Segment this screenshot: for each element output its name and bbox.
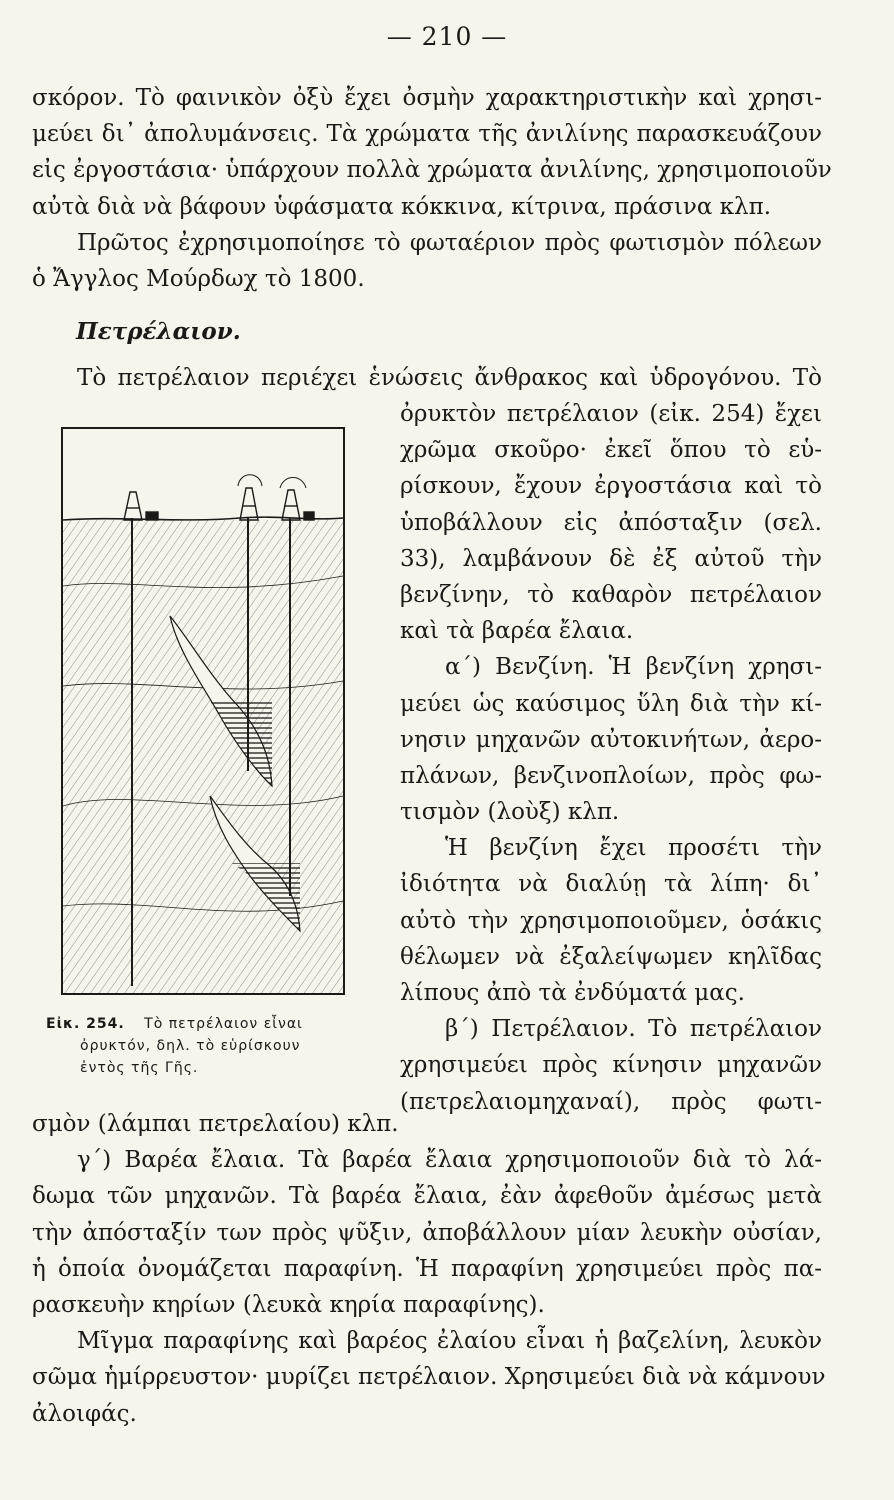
- derrick-left: [124, 492, 158, 520]
- page-number: — 210 —: [386, 22, 508, 51]
- earth-strata: [63, 520, 343, 993]
- section-heading: Πετρέλαιον.: [76, 318, 241, 345]
- text-line: πλάνων, βενζινοπλοίων, πρὸς φω-: [400, 762, 822, 789]
- text-line: αὐτὰ διὰ νὰ βάφουν ὑφάσματα κόκκινα, κίτρινα, πράσινα κλπ.: [32, 193, 772, 220]
- caption-text: ἐντὸς τῆς Γῆς.: [80, 1060, 199, 1076]
- text-line: β΄) Πετρέλαιον. Τὸ πετρέλαιον: [445, 1016, 822, 1043]
- text-line: Ἡ βενζίνη ἔχει προσέτι τὴν: [445, 835, 822, 862]
- intro-paragraph: [32, 360, 822, 396]
- top-paragraphs: [32, 80, 832, 297]
- right-column-text: [400, 396, 822, 1120]
- text-line: Μῖγμα παραφίνης καὶ βαρέος ἐλαίου εἶναι ἡ βαζελίνη, λευκὸν: [77, 1328, 822, 1355]
- figure-caption: [46, 1013, 386, 1079]
- text-line: βενζίνην, τὸ καθαρὸν πετρέλαιον: [400, 581, 822, 608]
- text-line: ὀρυκτὸν πετρέλαιον (εἰκ. 254) ἔχει: [400, 401, 822, 427]
- text-line: σῶμα ἡμίρρευστον· μυρίζει πετρέλαιον. Χρησιμεύει διὰ νὰ κάμνουν: [32, 1364, 826, 1391]
- caption-label: Εἰκ. 254.: [46, 1016, 125, 1032]
- text-line: μεύει ὡς καύσιμος ὕλη διὰ τὴν κί-: [400, 690, 822, 717]
- text-line: ἰδιότητα νὰ διαλύῃ τὰ λίπη· δι᾿: [400, 871, 822, 898]
- text-line: τισμὸν (λοὺξ) κλπ.: [400, 799, 620, 826]
- text-line: α΄) Βενζίνη. Ἡ βενζίνη χρησι-: [445, 654, 822, 681]
- text-line: λίπους ἀπὸ τὰ ἐνδύματά μας.: [400, 980, 745, 1006]
- text-line: ὁ Ἄγγλος Μούρδωχ τὸ 1800.: [32, 265, 365, 292]
- derrick-right: [280, 478, 314, 521]
- text-line: ὑποβάλλουν εἰς ἀπόσταξιν (σελ.: [400, 509, 822, 536]
- text-line: θέλωμεν νὰ ἐξαλείψωμεν κηλῖδας: [400, 943, 822, 970]
- caption-text: Τὸ πετρέλαιον εἶναι: [144, 1016, 303, 1032]
- oil-well-figure: [60, 426, 346, 996]
- text-line: γ΄) Βαρέα ἔλαια. Τὰ βαρέα ἔλαια χρησιμοποιοῦν διὰ τὸ λά-: [77, 1147, 822, 1174]
- text-line: ρασκευὴν κηρίων (λευκὰ κηρία παραφίνης).: [32, 1291, 545, 1318]
- text-line: χρησιμεύει πρὸς κίνησιν μηχανῶν: [400, 1052, 822, 1079]
- text-line: εἰς ἐργοστάσια· ὑπάρχουν πολλὰ χρώματα ἀνιλίνης, χρησιμοποιοῦν: [32, 157, 832, 184]
- text-line: καὶ τὰ βαρέα ἔλαια.: [400, 618, 634, 645]
- text-line: μεύει δι᾿ ἀπολυμάνσεις. Τὰ χρώματα τῆς ἀνιλίνης παρασκευάζουν: [32, 121, 822, 148]
- bottom-paragraphs: [32, 1106, 826, 1432]
- caption-text: ὀρυκτόν, δηλ. τὸ εὑρίσκουν: [80, 1038, 301, 1054]
- text-line: 33), λαμβάνουν δὲ ἐξ αὐτοῦ τὴν: [400, 545, 822, 572]
- text-line: Πρῶτος ἐχρησιμοποίησε τὸ φωταέριον πρὸς φωτισμὸν πόλεων: [77, 229, 822, 256]
- text-line: αὐτὸ τὴν χρησιμοποιοῦμεν, ὁσάκις: [400, 907, 822, 934]
- caption-line: [46, 1013, 386, 1035]
- text-line: νησιν μηχανῶν αὐτοκινήτων, ἀερο-: [400, 726, 822, 753]
- text-line: σκόρον. Τὸ φαινικὸν ὀξὺ ἔχει ὀσμὴν χαρακτηριστικὴν καὶ χρησι-: [32, 85, 822, 111]
- text-line: δωμα τῶν μηχανῶν. Τὰ βαρέα ἔλαια, ἐὰν ἀφεθοῦν ἀμέσως μετὰ: [32, 1183, 822, 1210]
- text-line: σμὸν (λάμπαι πετρελαίου) κλπ.: [32, 1111, 399, 1137]
- derrick-middle: [238, 475, 262, 520]
- text-line: ἀλοιφάς.: [32, 1400, 137, 1427]
- text-line: τὴν ἀπόσταξίν των πρὸς ψῦξιν, ἀποβάλλουν μίαν λευκὴν οὐσίαν,: [32, 1219, 822, 1246]
- text-line: χρῶμα σκοῦρο· ἐκεῖ ὅπου τὸ εὑ-: [400, 437, 822, 464]
- text-line: ρίσκουν, ἔχουν ἐργοστάσια καὶ τὸ: [400, 473, 822, 500]
- text-line: (πετρελαιομηχαναί), πρὸς φωτι-: [400, 1088, 822, 1115]
- text-line: ἡ ὁποία ὀνομάζεται παραφίνη. Ἡ παραφίνη χρησιμεύει πρὸς πα-: [32, 1255, 822, 1282]
- text-line: Τὸ πετρέλαιον περιέχει ἑνώσεις ἄνθρακος καὶ ὑδρογόνου. Τὸ: [77, 365, 822, 391]
